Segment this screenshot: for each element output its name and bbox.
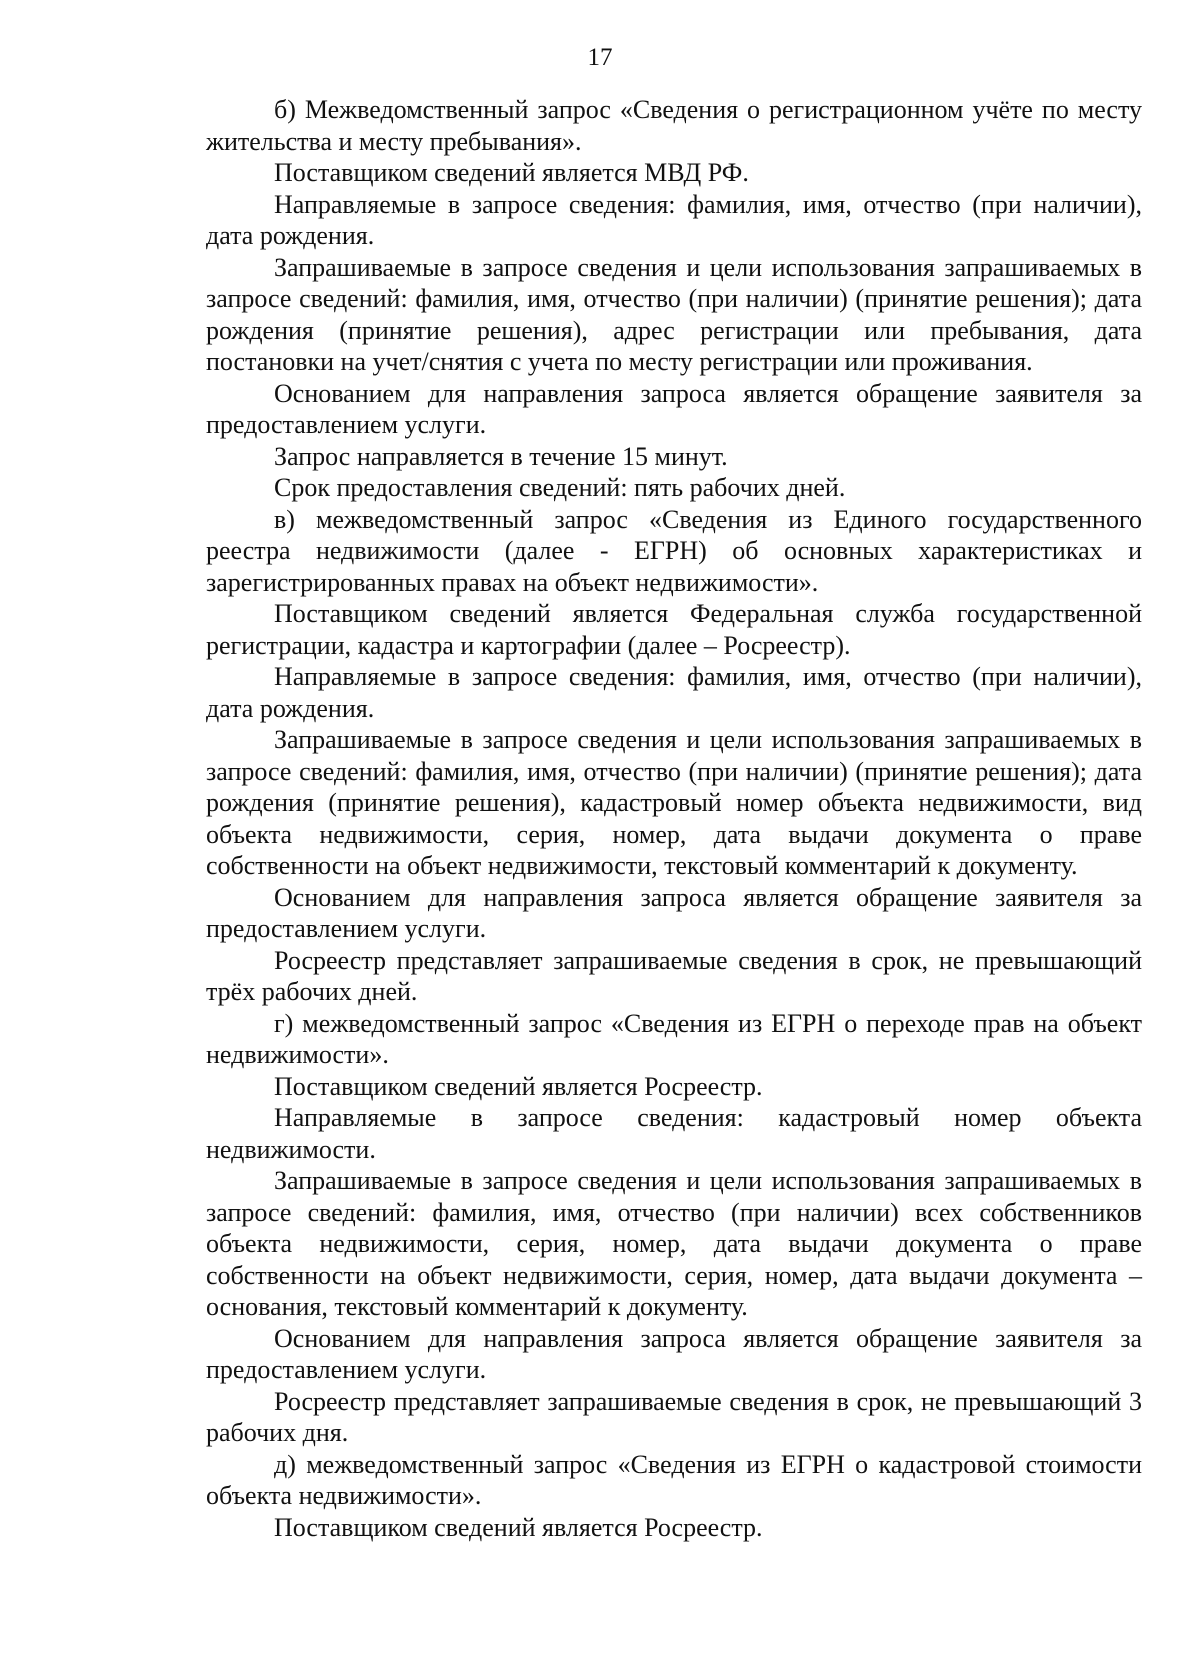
document-body <box>206 94 1142 1543</box>
paragraph-b-deadline: Срок предоставления сведений: пять рабочих дней. <box>274 473 846 502</box>
page-number: 17 <box>587 44 613 71</box>
paragraph-b-sent-data: Направляемые в запросе сведения: фамилия, имя, отчество (при наличии), дата рождения. <box>206 189 1142 250</box>
paragraph-g-supplier: Поставщиком сведений является Росреестр. <box>274 1071 763 1101</box>
paragraph-g-sent-data: Направляемые в запросе сведения: кадастровый номер объекта недвижимости. <box>206 1103 1142 1164</box>
paragraph-g-requested-data: Запрашиваемые в запросе сведения и цели использования запрашиваемых в запросе сведений: фамилия, имя, отчество (при наличии) всех собственников объекта недвижимости, серия, номер, дата выдачи документа о праве собственности на объект недвижимости, серия, номер, дата выдачи документа – основания, текстовый комментарий к документу. <box>206 1166 1142 1321</box>
paragraph-v-request-title: в) межведомственный запрос «Сведения из Единого государственного реестра недвижимости (далее - ЕГРН) об основных характеристиках и зарегистрированных правах на объект недвижимости». <box>206 504 1142 597</box>
paragraph-v-supplier: Поставщиком сведений является Федеральная служба государственной регистрации, кадастра и картографии (далее – Росреестр). <box>206 599 1142 660</box>
paragraph-g-basis: Основанием для направления запроса является обращение заявителя за предоставлением услуги. <box>206 1323 1142 1384</box>
paragraph-b-requested-data: Запрашиваемые в запросе сведения и цели использования запрашиваемых в запросе сведений: фамилия, имя, отчество (при наличии) (принятие решения); дата рождения (принятие решения), адрес регистрации или пребывания, дата постановки на учет/снятия с учета по месту регистрации или проживания. <box>206 252 1142 376</box>
paragraph-b-send-time: Запрос направляется в течение 15 минут. <box>274 441 728 471</box>
paragraph-b-basis: Основанием для направления запроса является обращение заявителя за предоставлением услуги. <box>206 378 1142 439</box>
paragraph-d-supplier: Поставщиком сведений является Росреестр. <box>274 1512 763 1542</box>
paragraph-v-sent-data: Направляемые в запросе сведения: фамилия, имя, отчество (при наличии), дата рождения. <box>206 662 1142 723</box>
paragraph-g-request-title: г) межведомственный запрос «Сведения из ЕГРН о переходе прав на объект недвижимости». <box>206 1008 1142 1069</box>
paragraph-v-requested-data: Запрашиваемые в запросе сведения и цели использования запрашиваемых в запросе сведений: фамилия, имя, отчество (при наличии) (принятие решения); дата рождения (принятие решения), кадастровый номер объекта недвижимости, вид объекта недвижимости, серия, номер, дата выдачи документа о праве собственности на объект недвижимости, текстовый комментарий к документу. <box>206 725 1142 880</box>
paragraph-v-basis: Основанием для направления запроса является обращение заявителя за предоставлением услуги. <box>206 882 1142 943</box>
paragraph-g-deadline: Росреестр представляет запрашиваемые сведения в срок, не превышающий 3 рабочих дня. <box>206 1386 1142 1447</box>
paragraph-v-deadline: Росреестр представляет запрашиваемые сведения в срок, не превышающий трёх рабочих дней. <box>206 945 1142 1006</box>
paragraph-d-request-title: д) межведомственный запрос «Сведения из ЕГРН о кадастровой стоимости объекта недвижимости». <box>206 1449 1142 1510</box>
paragraph-b-request-title: б) Межведомственный запрос «Сведения о регистрационном учёте по месту жительства и месту пребывания». <box>206 95 1142 156</box>
paragraph-b-supplier: Поставщиком сведений является МВД РФ. <box>274 158 749 187</box>
